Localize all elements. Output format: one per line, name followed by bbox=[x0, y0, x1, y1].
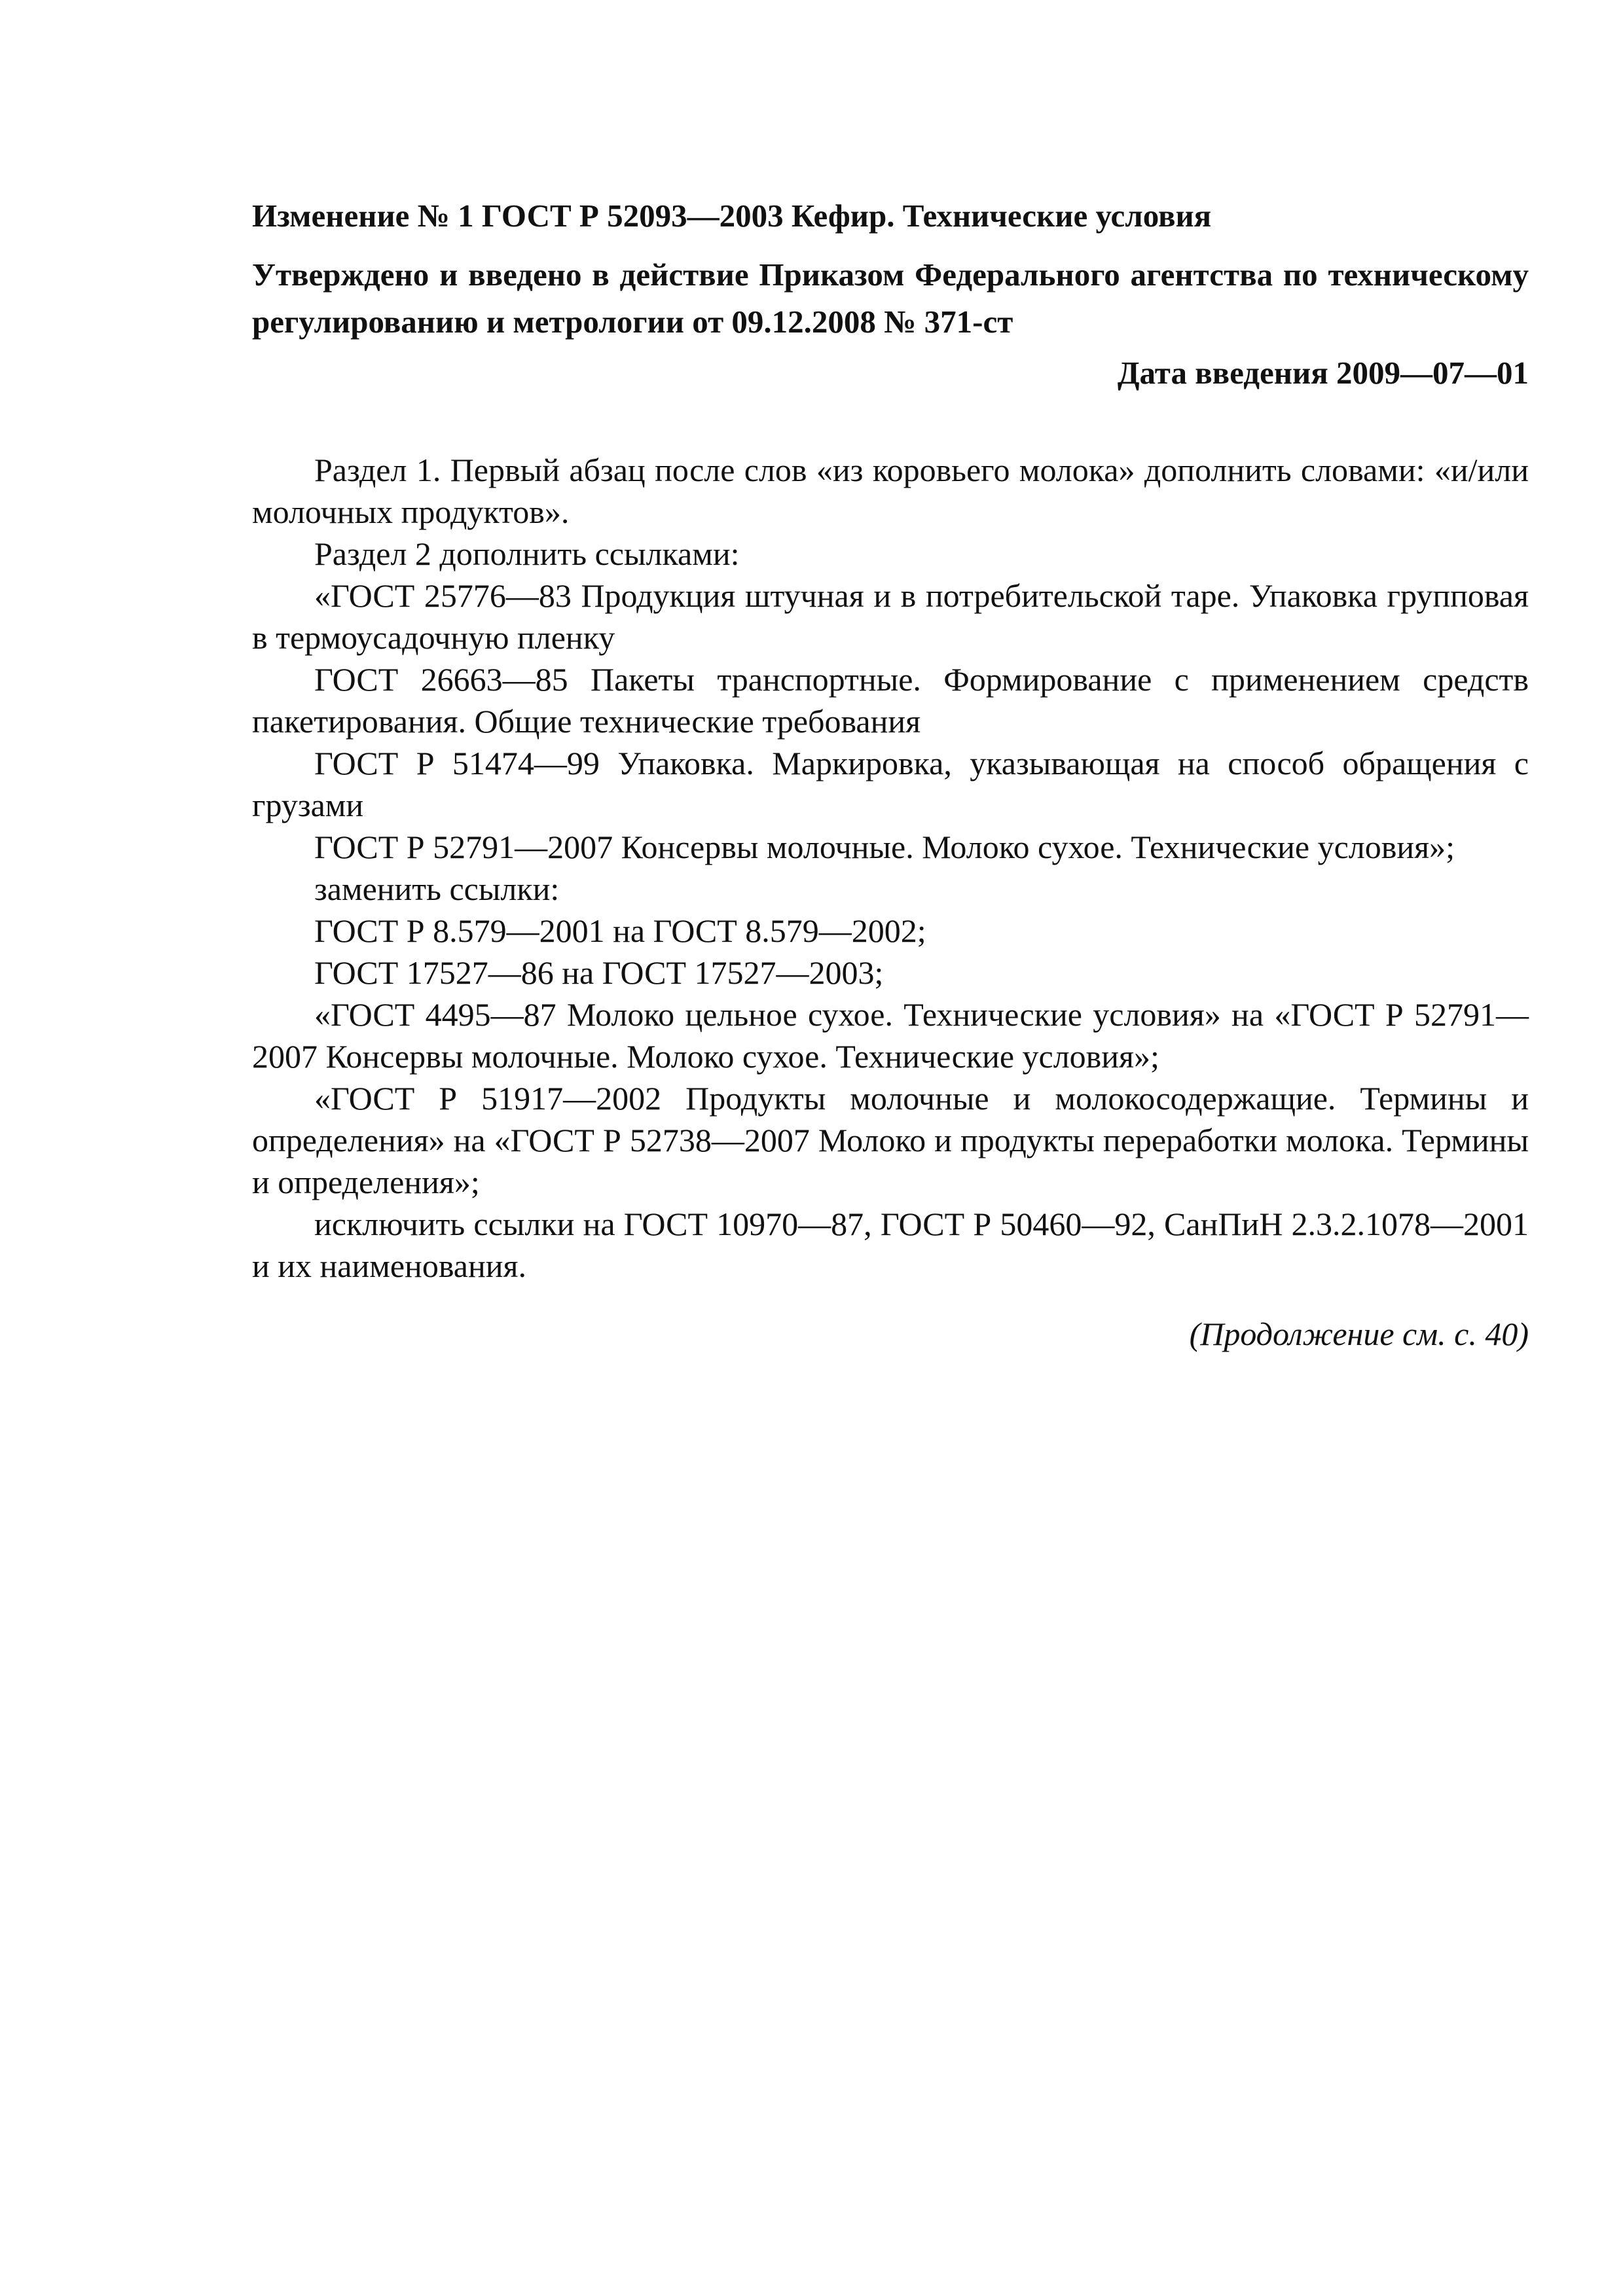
paragraph-section2-intro: Раздел 2 дополнить ссылками: bbox=[314, 535, 740, 572]
paragraph-ref-gost-51474: ГОСТ Р 51474—99 Упаковка. Маркировка, указывающая на способ обращения с грузами bbox=[252, 745, 1529, 823]
paragraph-replace-intro: заменить ссылки: bbox=[314, 870, 560, 907]
continuation-note: (Продолжение см. с. 40) bbox=[1189, 1316, 1529, 1352]
approval-statement: Утверждено и введено в действие Приказом Федерального агентства по техническому регулированию и метрологии от 09.12.2008 № 371-ст bbox=[252, 257, 1529, 340]
paragraph-ref-gost-26663: ГОСТ 26663—85 Пакеты транспортные. Формирование с применением средств пакетирования. Общие технические требования bbox=[252, 661, 1529, 740]
paragraph-replace-51917: «ГОСТ Р 51917—2002 Продукты молочные и молокосодержащие. Термины и определения» на «ГОСТ Р 52738—2007 Молоко и продукты переработки молока. Термины и определения»; bbox=[252, 1080, 1529, 1200]
paragraph-replace-8579: ГОСТ Р 8.579—2001 на ГОСТ 8.579—2002; bbox=[314, 912, 926, 949]
change-title: Изменение № 1 ГОСТ Р 52093—2003 Кефир. Технические условия bbox=[252, 198, 1212, 234]
paragraph-replace-4495: «ГОСТ 4495—87 Молоко цельное сухое. Технические условия» на «ГОСТ Р 52791—2007 Консервы молочные. Молоко сухое. Технические условия»; bbox=[252, 996, 1529, 1075]
change-body bbox=[252, 449, 1529, 1287]
paragraph-section1: Раздел 1. Первый абзац после слов «из коровьего молока» дополнить словами: «и/или молочных продуктов». bbox=[252, 452, 1529, 530]
paragraph-ref-gost-52791: ГОСТ Р 52791—2007 Консервы молочные. Молоко сухое. Технические условия»; bbox=[314, 829, 1455, 865]
paragraph-ref-gost-25776: «ГОСТ 25776—83 Продукция штучная и в потребительской таре. Упаковка групповая в термоусадочную пленку bbox=[252, 577, 1529, 656]
introduction-date: Дата введения 2009—07—01 bbox=[1117, 355, 1529, 391]
document-page bbox=[252, 196, 1529, 1355]
paragraph-replace-17527: ГОСТ 17527—86 на ГОСТ 17527—2003; bbox=[314, 954, 884, 991]
paragraph-exclude-refs: исключить ссылки на ГОСТ 10970—87, ГОСТ Р 50460—92, СанПиН 2.3.2.1078—2001 и их наименования. bbox=[252, 1206, 1529, 1284]
